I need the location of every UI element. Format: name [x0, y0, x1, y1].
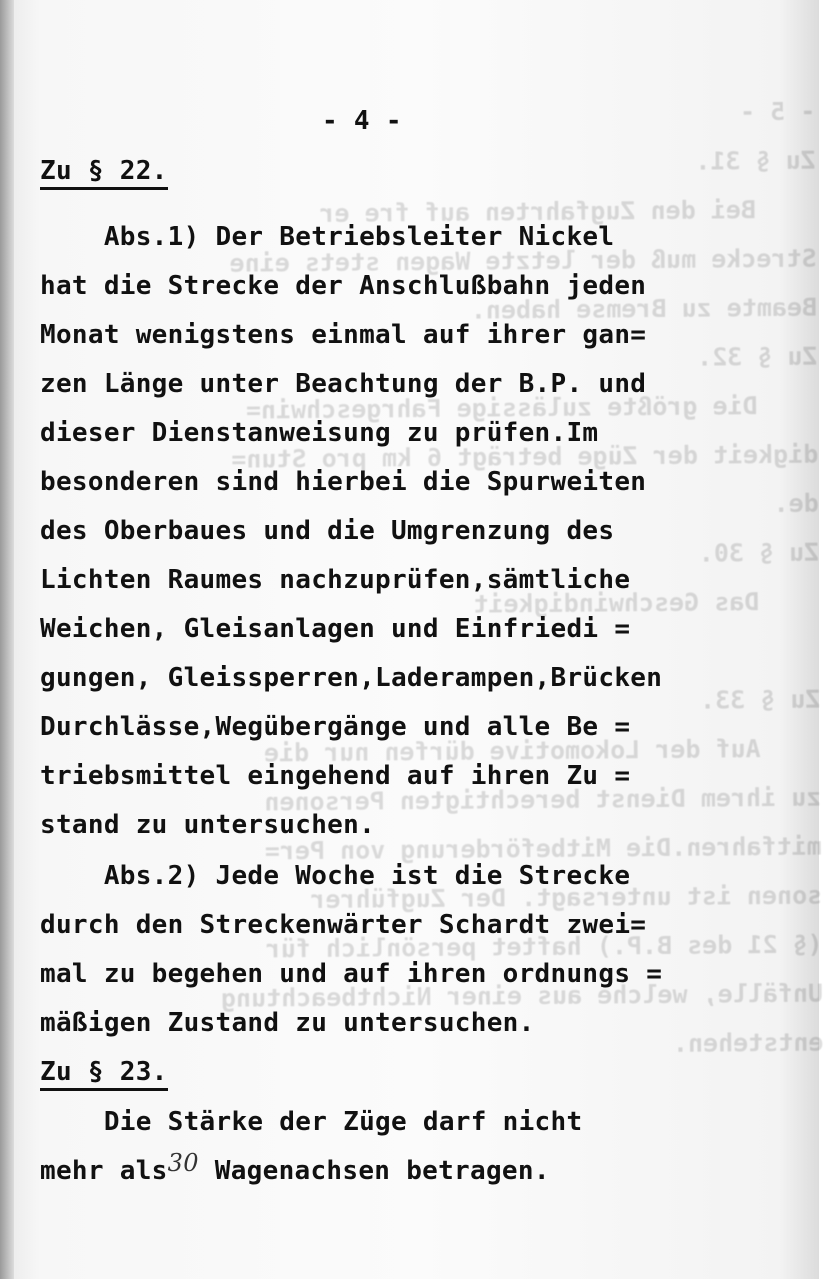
- text-line: gungen, Gleissperren,Laderampen,Brücken: [40, 663, 663, 693]
- section-heading-22: Zu § 22.: [40, 154, 168, 188]
- text-line: Abs.2) Jede Woche ist die Strecke: [40, 861, 631, 891]
- text-line: Durchlässe,Wegübergänge und alle Be =: [40, 712, 631, 742]
- bleed-through-text: - 5 - Zu § 31. Bei den Zugfahrten auf fre er Strecke muß der letzte Wagen stets eine Beamte zu Bremse haben. Zu § 32. Die größte zulässige Fahrgeschwin= digkeit der Züge beträgt 6 km pro Stun= de. Zu § 30. Das Geschwindigkeit Zu § 33. Auf der Lokomotive dürfen nur die zu ihrem Dienst berechtigten Personen mitfahren.Die Mitbeförderung von Per= sonen ist untersagt. Der Zugführer (§ 21 des B.P.) haftet persönlich für Unfälle, welche aus einer Nichtbeachtung entstehen.: [220, 96, 824, 1058]
- text-line: mäßigen Zustand zu untersuchen.: [40, 1008, 535, 1038]
- text-line: Weichen, Gleisanlagen und Einfriedi =: [40, 614, 631, 644]
- text-line: stand zu untersuchen.: [40, 810, 376, 840]
- handwritten-number: 30: [167, 1149, 199, 1177]
- text-line: Monat wenigstens einmal auf ihrer gan=: [40, 320, 647, 350]
- text-line: triebsmittel eingehend auf ihren Zu =: [40, 761, 631, 791]
- text-line-last: mehr als30 Wagenachsen betragen.: [40, 1149, 550, 1186]
- text-line: des Oberbaues und die Umgrenzung des: [40, 516, 615, 546]
- text-line: besonderen sind hierbei die Spurweiten: [40, 467, 647, 497]
- text-line: dieser Dienstanweisung zu prüfen.Im: [40, 418, 599, 448]
- text-line: Die Stärke der Züge darf nicht: [40, 1107, 583, 1137]
- text-line: mal zu begehen und auf ihren ordnungs =: [40, 959, 663, 989]
- text-line: Lichten Raumes nachzuprüfen,sämtliche: [40, 565, 631, 595]
- text-line: hat die Strecke der Anschlußbahn jeden: [40, 271, 647, 301]
- page-number: - 4 -: [322, 106, 402, 136]
- section-heading-23: Zu § 23.: [40, 1055, 168, 1089]
- text-line: Abs.1) Der Betriebsleiter Nickel: [40, 222, 615, 252]
- page-edge-shadow: [0, 0, 14, 1279]
- text-line: durch den Streckenwärter Schardt zwei=: [40, 910, 647, 940]
- text-line: zen Länge unter Beachtung der B.P. und: [40, 369, 647, 399]
